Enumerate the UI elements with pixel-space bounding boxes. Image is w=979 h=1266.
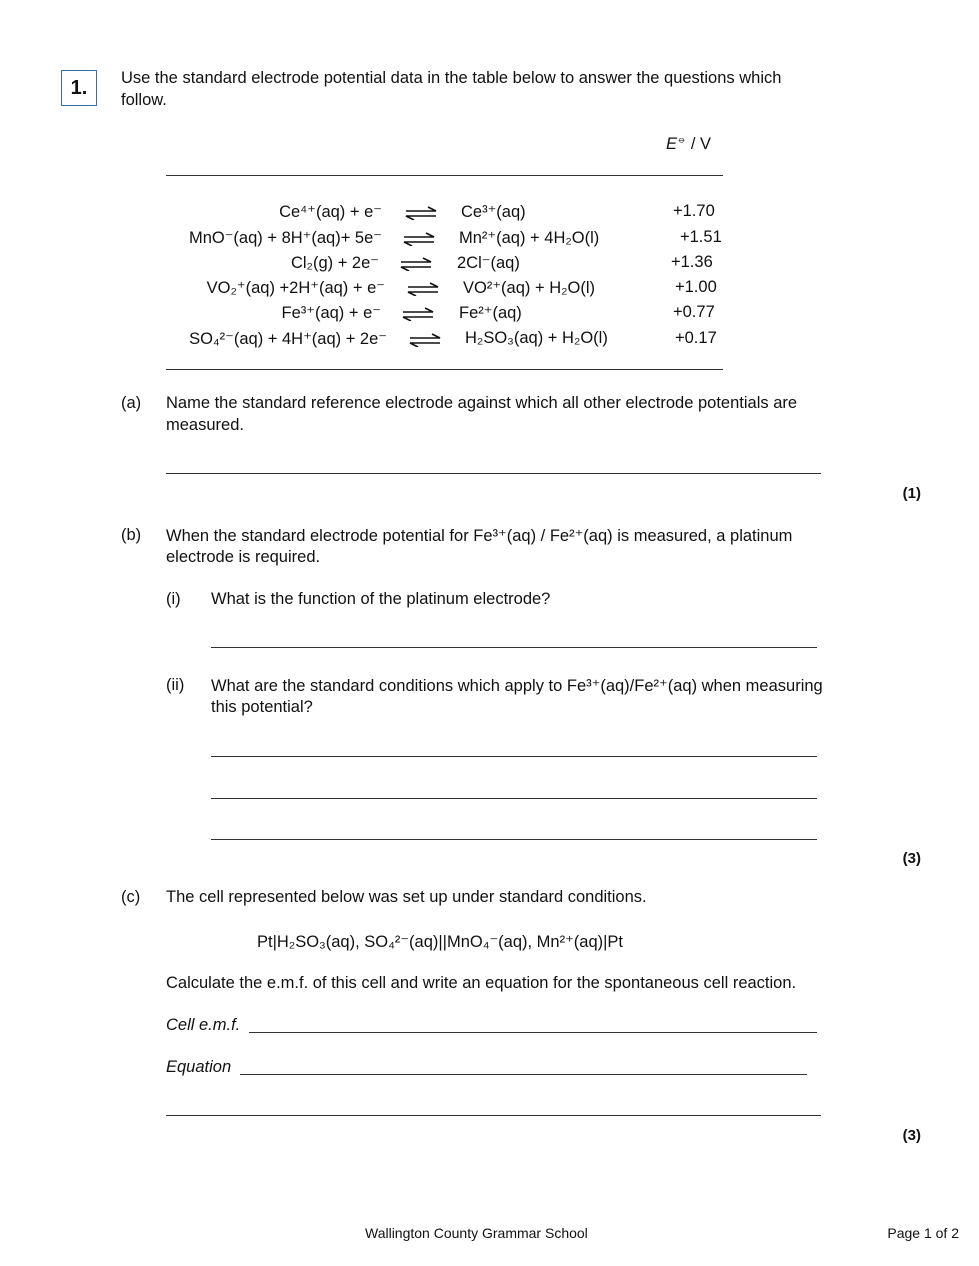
part-a-text-line1: Name the standard reference electrode against which all other electrode potentials are — [166, 394, 798, 412]
row-6-left: SO₄²⁻(aq) + 4H⁺(aq) + 2e⁻ — [189, 330, 387, 348]
part-b-ii-text-line1: What are the standard conditions which apply to Fe³⁺(aq)/Fe²⁺(aq) when measuring — [211, 677, 823, 695]
cell-notation: Pt|H₂SO₃(aq), SO₄²⁻(aq)||MnO₄⁻(aq), Mn²⁺(aq)|Pt — [257, 933, 624, 951]
equation-answer-line[interactable] — [240, 1074, 807, 1075]
part-b-ii-answer-line-3[interactable] — [211, 839, 817, 840]
part-b-text-line2: electrode is required. — [166, 548, 321, 566]
row-2-left: MnO⁻(aq) + 8H⁺(aq)+ 5e⁻ — [188, 229, 382, 247]
equilibrium-arrow-icon — [402, 232, 436, 246]
part-c-text-line1: The cell represented below was set up under standard conditions. — [166, 888, 647, 906]
part-a-label: (a) — [121, 394, 142, 412]
row-5-right: Fe²⁺(aq) — [459, 304, 522, 322]
row-4-left: VO₂⁺(aq) +2H⁺(aq) + e⁻ — [206, 279, 385, 297]
row-2-right: Mn²⁺(aq) + 4H₂O(l) — [459, 229, 600, 247]
emf-label: Cell e.m.f. — [166, 1016, 241, 1034]
part-c-instruction: Calculate the e.m.f. of this cell and write an equation for the spontaneous cell reaction. — [166, 974, 797, 992]
footer-page: Page 1 of 2 — [887, 1225, 959, 1241]
emf-answer-line[interactable] — [249, 1032, 817, 1033]
part-b-ii-answer-line-1[interactable] — [211, 756, 817, 757]
part-b-marks: (3) — [902, 850, 921, 867]
row-5-value: +0.77 — [673, 303, 715, 321]
row-1-left: Ce⁴⁺(aq) + e⁻ — [279, 203, 382, 221]
part-c-marks: (3) — [902, 1127, 921, 1144]
footer-school: Wallington County Grammar School — [365, 1225, 588, 1241]
row-4-value: +1.00 — [675, 278, 717, 296]
emf-symbol: E — [666, 135, 678, 153]
part-b-ii-label: (ii) — [166, 676, 185, 694]
equilibrium-arrow-icon — [408, 333, 442, 347]
row-1-right: Ce³⁺(aq) — [461, 203, 526, 221]
part-c-label: (c) — [121, 888, 141, 906]
table-header — [666, 135, 711, 154]
part-b-label: (b) — [121, 526, 142, 544]
part-b-ii-answer-line-2[interactable] — [211, 798, 817, 799]
equation-answer-line-2[interactable] — [166, 1115, 821, 1116]
row-6-value: +0.17 — [675, 329, 717, 347]
part-b-i-answer-line[interactable] — [211, 647, 817, 648]
part-a-answer-line[interactable] — [166, 473, 821, 474]
part-a-text-line2: measured. — [166, 416, 244, 434]
part-a-marks: (1) — [902, 485, 921, 502]
question-intro-line2: follow. — [121, 91, 167, 109]
standard-state-icon: ⦵ — [677, 133, 687, 146]
equilibrium-arrow-icon — [401, 307, 435, 321]
row-3-left: Cl₂(g) + 2e⁻ — [290, 254, 379, 272]
part-b-i-label: (i) — [166, 590, 181, 608]
equilibrium-arrow-icon — [404, 206, 438, 220]
row-2-value: +1.51 — [680, 228, 722, 246]
table-top-rule — [166, 175, 723, 176]
equilibrium-arrow-icon — [399, 257, 433, 271]
part-b-i-text: What is the function of the platinum electrode? — [211, 590, 551, 608]
row-4-right: VO²⁺(aq) + H₂O(l) — [463, 279, 595, 297]
row-1-value: +1.70 — [673, 202, 715, 220]
question-intro-line1: Use the standard electrode potential data in the table below to answer the questions which — [121, 69, 782, 87]
emf-unit: / V — [686, 135, 712, 153]
row-6-right: H₂SO₃(aq) + H₂O(l) — [465, 329, 608, 347]
row-3-value: +1.36 — [671, 253, 713, 271]
question-number: 1. — [61, 70, 97, 106]
part-b-ii-text-line2: this potential? — [211, 698, 313, 716]
row-3-right: 2Cl⁻(aq) — [457, 254, 520, 272]
row-5-left: Fe³⁺(aq) + e⁻ — [281, 304, 381, 322]
equilibrium-arrow-icon — [406, 282, 440, 296]
table-bottom-rule — [166, 369, 723, 370]
part-b-text-line1: When the standard electrode potential for Fe³⁺(aq) / Fe²⁺(aq) is measured, a platinum — [166, 527, 793, 545]
equation-label: Equation — [166, 1058, 232, 1076]
